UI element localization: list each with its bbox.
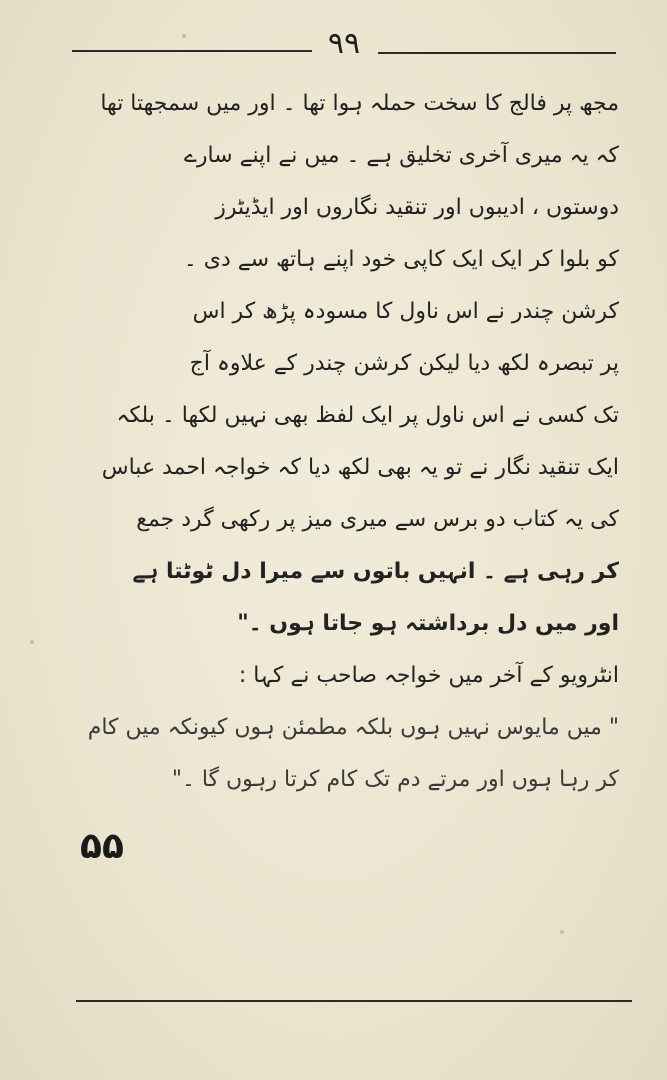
paper-speck bbox=[182, 34, 186, 38]
text-line: کہ یہ میری آخری تخلیق ہے ۔ میں نے اپنے سارے bbox=[183, 143, 619, 168]
paper-speck bbox=[560, 930, 564, 934]
interview-closing-line: انٹرویو کے آخر میں خواجہ صاحب نے کہا : bbox=[238, 663, 619, 688]
quote-line: " میں مایوس نہیں ہوں بلکہ مطمئن ہوں کیونکہ میں کام bbox=[87, 715, 619, 740]
footer-rule bbox=[76, 1000, 632, 1002]
text-line: ایک تنقید نگار نے تو یہ بھی لکھ دیا کہ خواجہ احمد عباس bbox=[101, 455, 619, 480]
text-line: کی یہ کتاب دو برس سے میری میز پر رکھی گرد جمع bbox=[136, 507, 619, 532]
text-line: اور میں دل برداشتہ ہو جاتا ہوں ۔" bbox=[237, 611, 619, 636]
header-rule-left bbox=[72, 50, 312, 52]
text-line: کو بلوا کر ایک ایک کاپی خود اپنے ہاتھ سے دی ۔ bbox=[183, 247, 619, 272]
text-line: دوستوں ، ادیبوں اور تنقید نگاروں اور ایڈیٹرز bbox=[215, 195, 619, 220]
text-line: کر رہی ہے ۔ انہیں باتوں سے میرا دل ٹوٹتا ہے bbox=[132, 559, 619, 584]
text-line: مجھ پر فالج کا سخت حملہ ہوا تھا ۔ اور میں سمجھتا تھا bbox=[100, 91, 619, 116]
text-line: کرشن چندر نے اس ناول کا مسودہ پڑھ کر اس bbox=[192, 299, 619, 324]
paper-speck bbox=[30, 640, 34, 644]
text-line: پر تبصرہ لکھ دیا لیکن کرشن چندر کے علاوہ آج bbox=[189, 351, 619, 376]
quote-line: کر رہا ہوں اور مرتے دم تک کام کرتا رہوں گا ۔" bbox=[171, 767, 619, 792]
header-rule-right bbox=[378, 52, 616, 54]
page-body bbox=[59, 78, 619, 806]
text-line: تک کسی نے اس ناول پر ایک لفظ بھی نہیں لکھا ۔ بلکہ bbox=[116, 403, 619, 428]
page-number: ۹۹ bbox=[327, 26, 361, 61]
footer-mark: ۵۵ bbox=[80, 826, 124, 867]
